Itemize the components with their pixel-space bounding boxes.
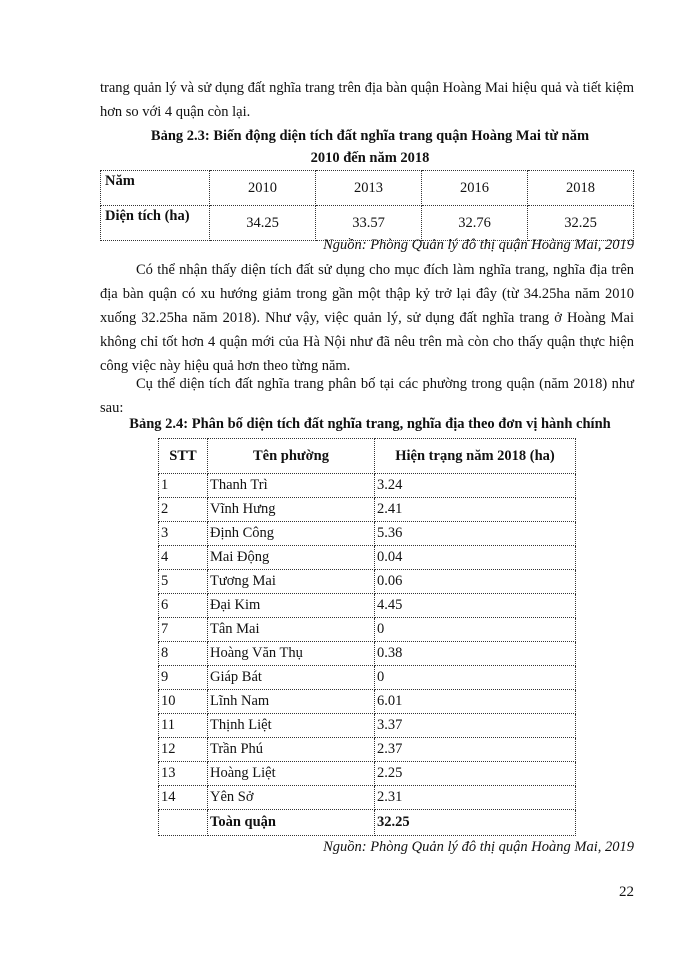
ward-name-cell: Đại Kim [208, 594, 375, 618]
stt-cell: 11 [159, 714, 208, 738]
detail-paragraph: Cụ thể diện tích đất nghĩa trang phân bố tại các phường trong quận (năm 2018) như sau: [100, 376, 634, 416]
stt-cell: 13 [159, 762, 208, 786]
ward-name-cell: Yên Sở [208, 786, 375, 810]
ward-name-cell: Mai Động [208, 546, 375, 570]
table-row [159, 498, 576, 522]
area-change-table [100, 170, 634, 241]
table-row [159, 546, 576, 570]
ward-name-cell: Định Công [208, 522, 375, 546]
header-ward: Tên phường [208, 439, 375, 474]
table-row [159, 738, 576, 762]
year-cell: 2016 [422, 171, 528, 206]
year-cell: 2010 [210, 171, 316, 206]
year-cell: 2018 [528, 171, 634, 206]
table-row [159, 786, 576, 810]
area-value-cell: 3.24 [375, 474, 576, 498]
total-row [159, 810, 576, 836]
table-row [101, 171, 634, 206]
ward-name-cell: Tương Mai [208, 570, 375, 594]
stt-cell: 6 [159, 594, 208, 618]
header-area: Hiện trạng năm 2018 (ha) [375, 439, 576, 474]
table-row [159, 690, 576, 714]
total-label-cell: Toàn quận [208, 810, 375, 836]
stt-cell: 7 [159, 618, 208, 642]
area-row-label: Diện tích (ha) [101, 206, 210, 241]
table-row [159, 522, 576, 546]
stt-cell: 8 [159, 642, 208, 666]
table-row [159, 570, 576, 594]
stt-cell: 5 [159, 570, 208, 594]
ward-name-cell: Vĩnh Hưng [208, 498, 375, 522]
header-stt: STT [159, 439, 208, 474]
area-value-cell: 2.31 [375, 786, 576, 810]
table-row [159, 642, 576, 666]
area-value-cell: 5.36 [375, 522, 576, 546]
area-value-cell: 0.06 [375, 570, 576, 594]
table-header-row [159, 439, 576, 474]
area-value-cell: 0.04 [375, 546, 576, 570]
table-row [159, 594, 576, 618]
table-row [159, 666, 576, 690]
table-row [159, 618, 576, 642]
year-cell: 2013 [316, 171, 422, 206]
ward-name-cell: Giáp Bát [208, 666, 375, 690]
stt-cell: 14 [159, 786, 208, 810]
stt-cell: 4 [159, 546, 208, 570]
area-value-cell: 2.41 [375, 498, 576, 522]
ward-table-body [159, 474, 576, 836]
table2-caption: Bảng 2.4: Phân bố diện tích đất nghĩa trang, nghĩa địa theo đơn vị hành chính [129, 416, 611, 432]
ward-name-cell: Hoàng Văn Thụ [208, 642, 375, 666]
table1-source: Nguồn: Phòng Quản lý đô thị quận Hoàng Mai, 2019 [323, 237, 634, 253]
stt-cell: 2 [159, 498, 208, 522]
stt-cell: 10 [159, 690, 208, 714]
table2-source: Nguồn: Phòng Quản lý đô thị quận Hoàng Mai, 2019 [323, 839, 634, 855]
total-stt-cell [159, 810, 208, 836]
ward-name-cell: Thanh Trì [208, 474, 375, 498]
area-value-cell: 4.45 [375, 594, 576, 618]
ward-name-cell: Lĩnh Nam [208, 690, 375, 714]
table1-caption-line2: 2010 đến năm 2018 [310, 150, 430, 166]
table-row [159, 474, 576, 498]
year-row-label: Năm [101, 171, 210, 206]
ward-name-cell: Hoàng Liệt [208, 762, 375, 786]
ward-name-cell: Thịnh Liệt [208, 714, 375, 738]
area-value-cell: 0 [375, 666, 576, 690]
table-row [159, 714, 576, 738]
total-value-cell: 32.25 [375, 810, 576, 836]
area-value-cell: 0 [375, 618, 576, 642]
stt-cell: 9 [159, 666, 208, 690]
stt-cell: 3 [159, 522, 208, 546]
stt-cell: 12 [159, 738, 208, 762]
area-value-cell: 0.38 [375, 642, 576, 666]
ward-name-cell: Tân Mai [208, 618, 375, 642]
table-row [159, 762, 576, 786]
area-value-cell: 3.37 [375, 714, 576, 738]
area-cell: 32.25 [528, 206, 634, 241]
area-cell: 32.76 [422, 206, 528, 241]
area-value-cell: 2.25 [375, 762, 576, 786]
area-cell: 33.57 [316, 206, 422, 241]
ward-area-table [158, 438, 576, 836]
area-cell: 34.25 [210, 206, 316, 241]
analysis-paragraph: Có thể nhận thấy diện tích đất sử dụng cho mục đích làm nghĩa trang, nghĩa địa trên địa bàn quận có xu hướng giảm trong gần một thập kỷ trở lại đây (từ 34.25ha năm 2010 xuống 32.25ha năm 2018). Như vậy, việc quản lý, sử dụng đất nghĩa trang ở Hoàng Mai không chỉ tốt hơn 4 quận mới của Hà Nội như đã nêu trên mà còn cho thấy quận thực hiện công việc này hiệu quả hơn theo từng năm. [100, 262, 634, 374]
area-value-cell: 6.01 [375, 690, 576, 714]
ward-name-cell: Trần Phú [208, 738, 375, 762]
area-value-cell: 2.37 [375, 738, 576, 762]
intro-paragraph: trang quản lý và sử dụng đất nghĩa trang trên địa bàn quận Hoàng Mai hiệu quả và tiết kiệm hơn so với 4 quận còn lại. [100, 80, 634, 120]
page-number: 22 [619, 884, 634, 900]
stt-cell: 1 [159, 474, 208, 498]
table1-caption-line1: Bảng 2.3: Biến động diện tích đất nghĩa trang quận Hoàng Mai từ năm [150, 128, 590, 144]
